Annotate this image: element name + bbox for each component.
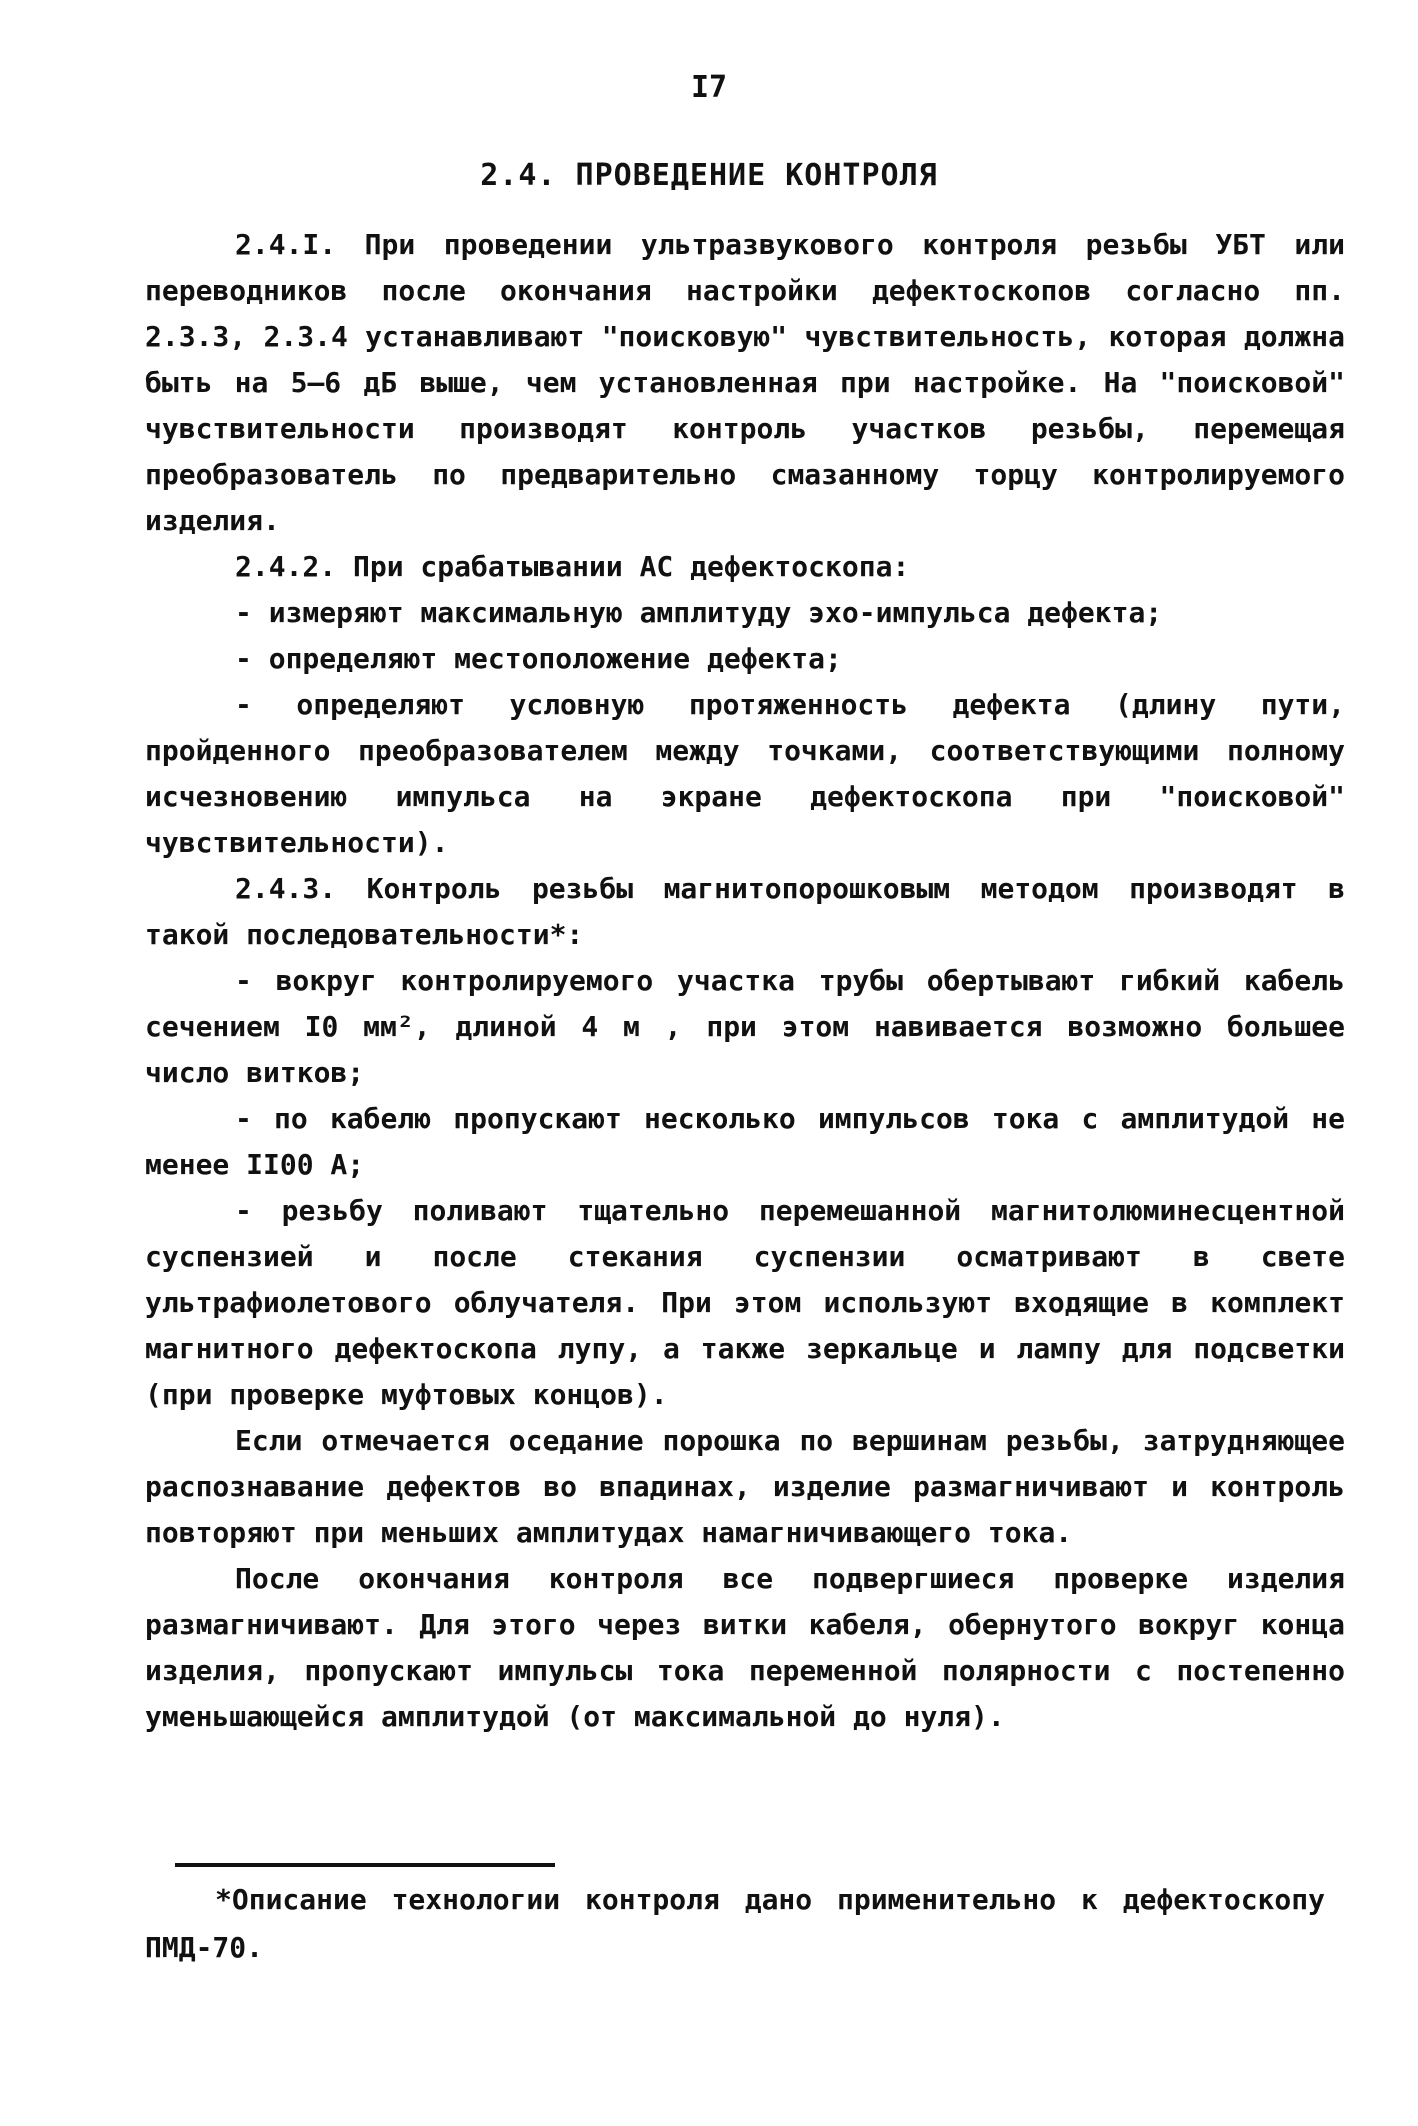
document-body — [145, 222, 1345, 1740]
list-item-locate-defect: - определяют местоположение дефекта; — [235, 642, 842, 675]
footnote-text: *Описание технологии контроля дано применительно к дефектоскопу ПМД-70. — [145, 1883, 1325, 1964]
list-item-measure-amplitude: - измеряют максимальную амплитуду эхо-импульса дефекта; — [235, 596, 1163, 629]
footnote-divider — [175, 1863, 555, 1867]
list-item-current-pulses: - по кабелю пропускают несколько импульсов тока с амплитудой не менее II00 А; — [145, 1102, 1345, 1181]
list-item-defect-length: - определяют условную протяженность дефекта (длину пути, пройденного преобразователем между точками, соответствующими полному исчезновению импульса на экране дефектоскопа при "поисковой" чувствительности). — [145, 688, 1345, 859]
paragraph-demagnetize: После окончания контроля все подвергшиеся проверке изделия размагничивают. Для этого через витки кабеля, обернутого вокруг конца изделия, пропускают импульсы тока переменной полярности с постепенно уменьшающейся амплитудой (от максимальной до нуля). — [145, 1562, 1345, 1733]
paragraph-2-4-1: 2.4.I. При проведении ультразвукового контроля резьбы УБТ или переводников после окончания настройки дефектоскопов согласно пп. 2.3.3, 2.3.4 устанавливают "поисковую" чувствительность, которая должна быть на 5–6 дБ выше, чем установленная при настройке. На "поисковой" чувствительности производят контроль участков резьбы, перемещая преобразователь по предварительно смазанному торцу контролируемого изделия. — [145, 228, 1345, 537]
footnote — [145, 1876, 1325, 1972]
paragraph-2-4-2: 2.4.2. При срабатывании АС дефектоскопа: — [235, 550, 910, 583]
list-item-wrap-cable: - вокруг контролируемого участка трубы обертывают гибкий кабель сечением I0 мм², длиной 4 м , при этом навивается возможно большее число витков; — [145, 964, 1345, 1089]
section-heading: 2.4. ПРОВЕДЕНИЕ КОНТРОЛЯ — [480, 158, 938, 193]
paragraph-powder-settling: Если отмечается оседание порошка по вершинам резьбы, затрудняющее распознавание дефектов во впадинах, изделие размагничивают и контроль повторяют при меньших амплитудах намагничивающего тока. — [145, 1424, 1345, 1549]
list-item-suspension: - резьбу поливают тщательно перемешанной магнитолюминесцентной суспензией и после стекания суспензии осматривают в свете ультрафиолетового облучателя. При этом используют входящие в комплект магнитного дефектоскопа лупу, а также зеркальце и лампу для подсветки (при проверке муфтовых концов). — [145, 1194, 1345, 1411]
paragraph-2-4-3: 2.4.3. Контроль резьбы магнитопорошковым методом производят в такой последовательности*: — [145, 872, 1345, 951]
page-number: I7 — [690, 70, 728, 105]
